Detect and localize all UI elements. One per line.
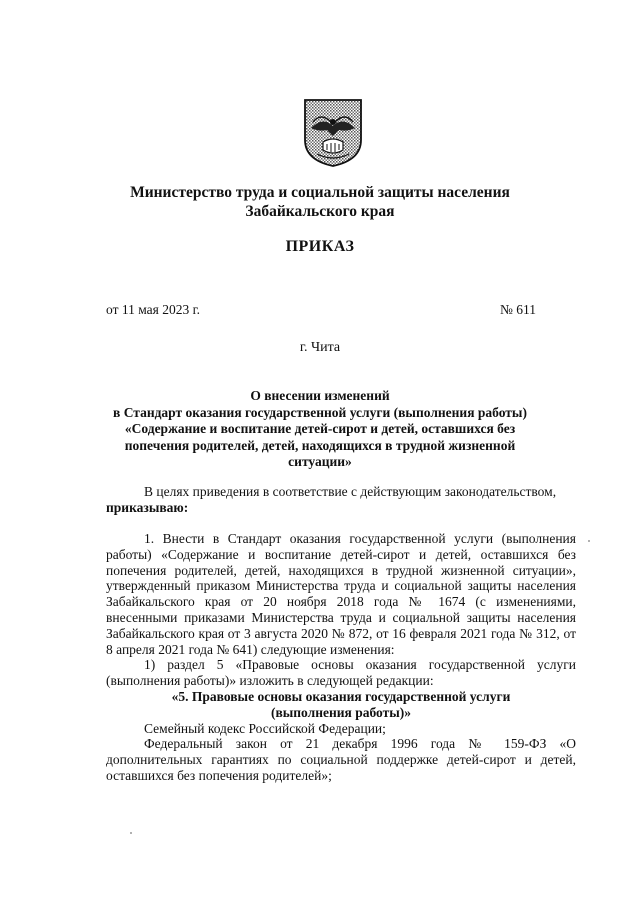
subitem-1-text: 1) раздел 5 «Правовые основы оказания государственной услуги (выполнения работы)» изложить в следующей редакции: [106,657,576,689]
law-2-text: Федеральный закон от 21 декабря 1996 года № 159-ФЗ «О дополнительных гарантиях по социальной поддержке детей-сирот и детей, оставшихся без попечения родителей»; [106,736,576,783]
subject-line-4: попечения родителей, детей, находящихся в трудной жизненной [124,437,516,453]
subject-line-5: ситуации» [288,454,352,469]
law-1-text: Семейный кодекс Российской Федерации; [144,720,386,736]
subject-line-1: О внесении изменений [250,388,390,403]
preamble-text: В целях приведения в соответствие с действующим законодательством, [144,484,557,499]
subject-line-2: в Стандарт оказания государственной услуги (выполнения работы) [113,404,527,420]
subject-line-3: «Содержание и воспитание детей-сирот и детей, оставшихся без [124,421,516,436]
city-name: г. Чита [299,340,341,355]
main-body [106,531,576,784]
ministry-line-2: Забайкальского края [245,203,395,220]
order-date: от 11 мая 2023 г. [106,302,201,317]
ministry-name [0,183,640,221]
item-1-text: 1. Внести в Стандарт оказания государственной услуги (выполнения работы) «Содержание и воспитание детей-сирот и детей, оставшихся без попечения родителей, детей, находящихся в трудной жизненной ситуации», утвержденный приказом Министерства труда и социальной защиты населения Забайкальского края от 20 ноября 2018 года № 1674 (с изменениями, внесенными приказами Министерства труда и социальной защиты населения Забайкальского края от 3 августа 2020 № 872, от 16 февраля 2021 года № 312, от 8 апреля 2021 года № 641) следующие изменения: [106,531,576,657]
preamble-block [106,484,576,516]
document-type-title: ПРИКАЗ [285,238,355,255]
coat-of-arms-zabaykalsky-icon [303,98,363,168]
section-title-line-2: (выполнения работы)» [270,704,412,720]
scan-speck [130,832,132,834]
order-number: № 611 [499,302,536,317]
ministry-line-1: Министерство труда и социальной защиты населения [130,184,510,201]
scan-speck [588,540,590,542]
decree-word: приказываю: [106,499,189,515]
section-title-line-1: «5. Правовые основы оказания государственной услуги [171,688,511,704]
order-subject [0,388,640,471]
